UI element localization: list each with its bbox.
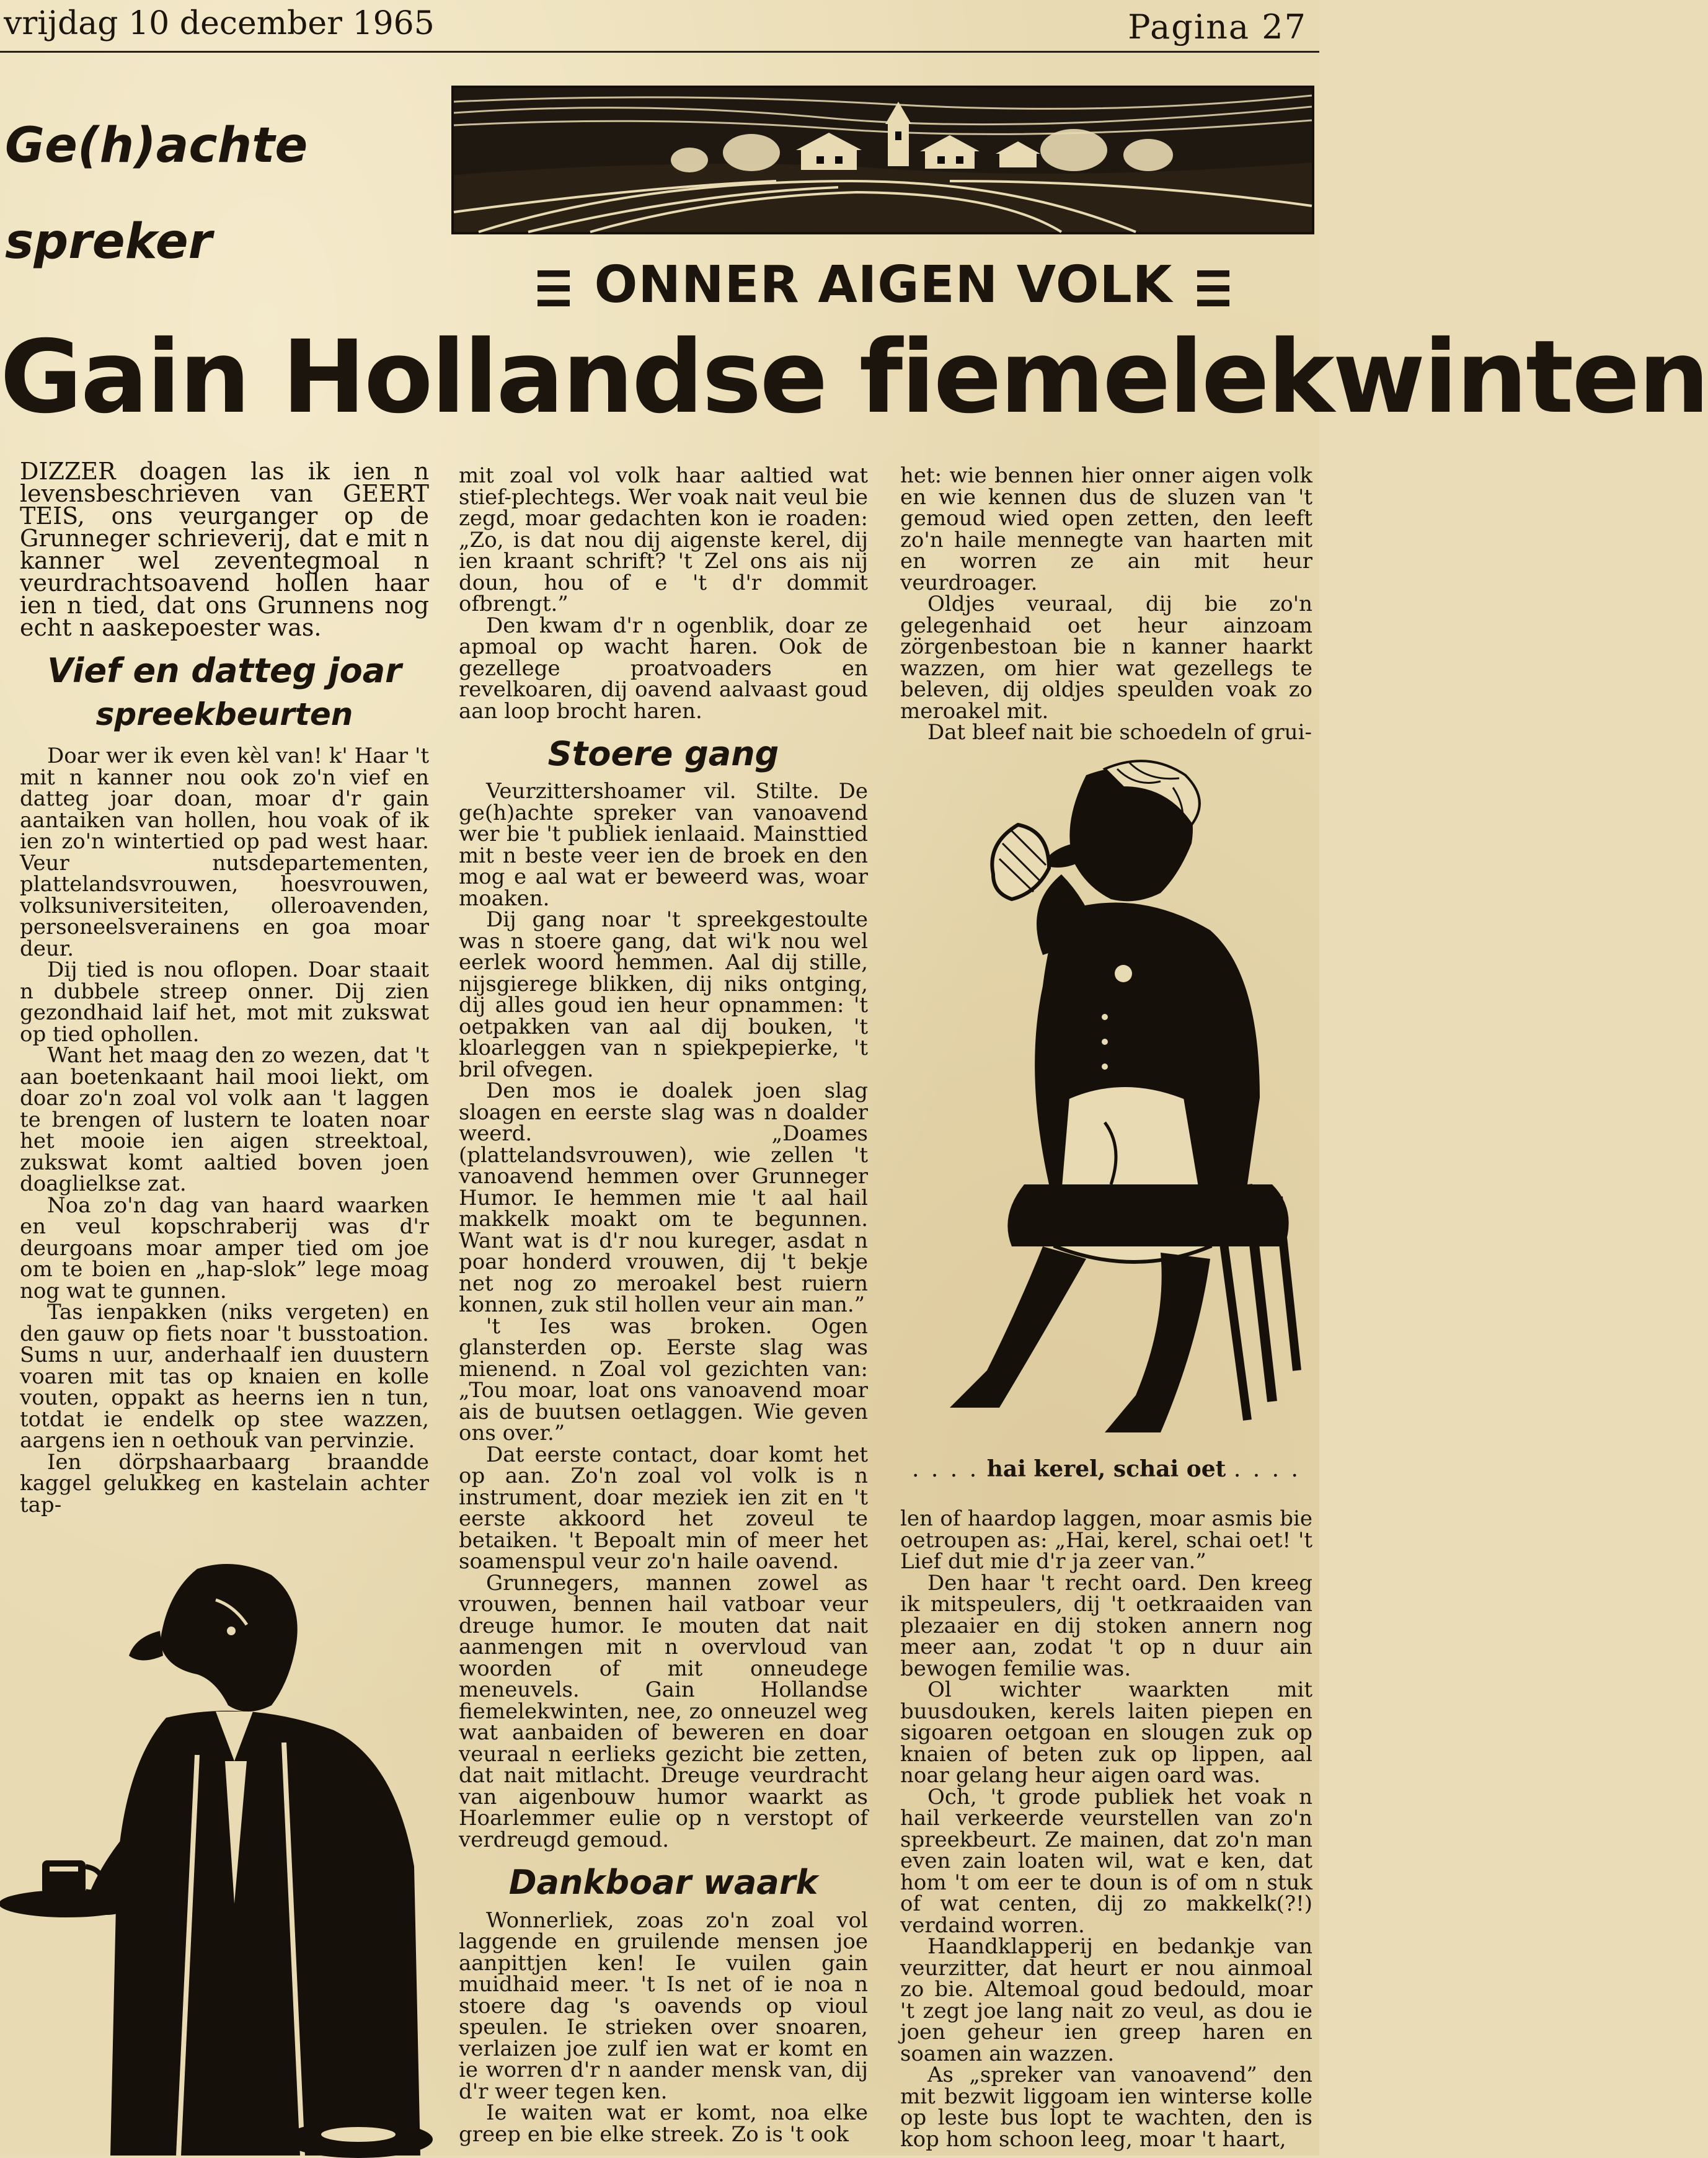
paragraph: 't Ies was broken. Ogen glansterden op. Eerste slag was mienend. n Zoal vol gezichten van: „Tou moar, loat ons vanoavend moar ais de buutsen oetlaggen. Wie geven ons over.” xyxy=(459,1313,868,1446)
paragraph: Ol wichter waarkten mit buusdouken, kerels laiten piepen en sigoaren oetgoan en slougen zuk op knaien of beten zuk op lippen, aal noar gelang heur aigen oard was. xyxy=(900,1677,1312,1788)
running-head xyxy=(0,0,1319,53)
paragraph: Doar wer ik even kèl van! k' Haar 't mit n kanner nou ook zo'n vief en datteg joar doan, moar d'r gain aantaiken van hollen, hou voak of ik ien zo'n wintertied op pad west haar. Veur nutsdepartementen, plattelandsvrouwen, hoesvrouwen, volksuniversiteiten, olleroavenden, personeelsverainens en goa moar deur. xyxy=(20,744,429,961)
subhead: Stoere gang xyxy=(547,734,779,773)
paragraph: het: wie bennen hier onner aigen volk en wie kennen dus de sluzen van 't gemoud wied open zetten, den leeft zo'n haile mennegte van haarten mit en worren ze ain mit heur veurdroager. xyxy=(900,463,1312,595)
waiter-illustration xyxy=(11,1556,439,2156)
paragraph: Tas ienpakken (niks vergeten) en den gauw op fiets noar 't busstoation. Sums n uur, anderhaalf ien duustern voaren mit tas op knaien en kolle vouten, oppakt as heerns ien n tun, totdat ie endelk op stee wazzen, aargens ien n oethouk van pervinzie. xyxy=(20,1300,429,1454)
kicker-line-1: Ge(h)achte xyxy=(5,118,308,174)
article-column-1 xyxy=(20,460,429,1516)
paragraph: Dij tied is nou oflopen. Doar staait n dubbele streep onner. Dij zien gezondhaid laif het, mot mit zukswat op tied ophollen. xyxy=(20,957,429,1047)
paragraph: Veurzittershoamer vil. Stilte. De ge(h)achte spreker van vanoavend wer bie 't publiek ienlaaid. Mainsttied mit n beste veer ien de broek en den mog e aal wat er beweerd was, woar moaken. xyxy=(459,779,868,911)
article-column-3-top xyxy=(900,465,1312,744)
old-woman-illustration xyxy=(900,750,1312,1450)
paragraph: Och, 't grode publiek het voak n hail verkeerde veurstellen van zo'n spreekbeurt. Ze mainen, dat zo'n man even zain loaten wil, wat e ken, dat hom 't om eer te doun is of om n stuk of wat centen, dij zo makkelk(?!) verdaind worren. xyxy=(900,1784,1312,1938)
landscape-woodcut-illustration xyxy=(454,88,1312,232)
subhead: Dankboar waark xyxy=(508,1863,818,1903)
decorative-bars-icon xyxy=(538,270,570,306)
waiter-silhouette-icon xyxy=(11,1556,439,2156)
issue-date: vrijdag 10 december 1965 xyxy=(4,5,435,42)
article-column-3-bottom xyxy=(900,1506,1312,2152)
paragraph: mit zoal vol volk haar aaltied wat stief-plechtegs. Wer voak nait veul bie zegd, moar gedachten kon ie roaden: „Zo, is dat nou dij aigenste kerel, dij ien kraant schrift? 't Zel ons ais nij doun, hou of e 't d'r dommit ofbrengt.” xyxy=(459,463,868,616)
kicker-line-2: spreker xyxy=(5,214,213,270)
paragraph: Ien dörpshaarbaarg braandde kaggel gelukkeg en kastelain achter tap- xyxy=(20,1449,429,1517)
paragraph: Noa zo'n dag van haard waarken en veul kopschraberij was d'r deurgoans moar amper tied om joe om te boien en „hap-slok” lege moag nog wat te gunnen. xyxy=(20,1192,429,1303)
paragraph: Ie waiten wat er komt, noa elke greep en bie elke streek. Zo is 't ook xyxy=(459,2100,868,2147)
subhead: spreekbeurten xyxy=(95,696,353,733)
paragraph: As „spreker van vanoavend” den mit bezwit liggoam ien winterse kolle op leste bus lopt te wachten, den is kop hom schoon leeg, moar 't haart, xyxy=(900,2063,1312,2152)
paragraph: Want het maag den zo wezen, dat 't aan boetenkaant hail mooi liekt, om doar zo'n zoal vol volk aan 't laggen te brengen of lustern te loaten noar het mooie ien aigen streektoal, zukswat komt aaltied boven joen doaglielkse zat. xyxy=(20,1043,429,1197)
decorative-bars-icon xyxy=(1197,270,1229,306)
paragraph: Den mos ie doalek joen slag sloagen en eerste slag was n doalder weerd. „Doames (plattelandsvrouwen), wie zellen 't vanoavend hemmen over Grunneger Humor. Ie hemmen mie 't aal hail makkelk moakt om te begunnen. Want wat is d'r nou kureger, asdat n poar honderd vrouwen, dij 't bekje net nog zo meroakel best ruiern konnen, zuk stil hollen veur ain man.” xyxy=(459,1078,868,1318)
paragraph: Dat bleef nait bie schoedeln of grui- xyxy=(927,720,1312,745)
caption-text: hai kerel, schai oet xyxy=(986,1456,1226,1482)
subhead: Vief en datteg joar xyxy=(47,651,402,690)
paragraph: Den kwam d'r n ogenblik, doar ze apmoal op wacht haren. Ook de gezellege proatvoaders en revelkoaren, dij oavend aalvaast goud aan loop brocht haren. xyxy=(459,613,868,724)
paragraph: Dat eerste contact, doar komt het op aan. Zo'n zoal vol volk is n instrument, doar meziek ien zit en 't eerste akkoord het zoveul te betaiken. 't Bepoalt min of meer het soamenspul veur zo'n haile oavend. xyxy=(459,1442,868,1574)
section-title xyxy=(459,255,1308,314)
lead-paragraph: DIZZER doagen las ik ien n levensbeschrieven van GEERT TEIS, ons veurganger op de Grunneger schrieverij, dat e mit n kanner wel zeventegmoal n veurdrachtsoavend hollen haar ien n tied, dat ons Grunnens nog echt n aaskepoester was. xyxy=(20,458,429,641)
paragraph: Wonnerliek, zoas zo'n zoal vol laggende en gruilende mensen joe aanpittjen ken! Ie vuilen gain muidhaid meer. 't Is net of ie noa n stoere dag 's oavends op vioul speulen. Ie strieken over snoaren, verlaizen joe zulf ien wat er komt en ie worren d'r n aander mensk van, dij d'r weer tegen ken. xyxy=(459,1907,868,2104)
article-headline: Gain Hollandse fiemelekwinten xyxy=(0,319,1708,436)
section-title-text: ONNER AIGEN VOLK xyxy=(594,255,1173,314)
paragraph: Oldjes veuraal, dij bie zo'n gelegenhaid oet heur ainzoam zörgenbestoan bie n kanner haarkt wazzen, om hier wat gezellegs te beleven, dij oldjes speulden voak zo meroakel mit. xyxy=(900,592,1312,724)
page-number: Pagina 27 xyxy=(1128,7,1307,47)
paragraph: Haandklapperij en bedankje van veurzitter, dat heurt er nou ainmoal zo bie. Altemoal goud bedould, moar 't zegt joe lang nait zo veul, as dou ie joen geheur ien greep haren en soamen ain wazzen. xyxy=(900,1934,1312,2066)
paragraph: Dij gang noar 't spreekgestoulte was n stoere gang, dat wi'k nou wel eerlek woord hemmen. Aal dij stille, nijsgierege blikken, dij niks ontging, dij alles goud ien heur opnammen: 't oetpakken van aal dij bouken, 't kloarleggen van n spiekpepierke, 't bril ofvegen. xyxy=(459,907,868,1082)
article-column-2 xyxy=(459,465,868,2145)
illustration-caption: . . . . hai kerel, schai oet . . . . xyxy=(912,1456,1301,1482)
laughing-woman-silhouette-icon xyxy=(900,750,1312,1450)
paragraph: Grunnegers, mannen zowel as vrouwen, bennen hail vatboar veur dreuge humor. Ie mouten dat nait aanmengen mit n overvloud van woorden of mit onneudege meneuvels. Gain Hollandse fiemelekwinten, nee, zo onneuzel weg wat aanbaiden of beweren en doar veuraal n eerlieks gezicht bie zetten, dat nait mitlacht. Dreuge veurdracht van aigenbouw humor waarkt as Hoarlemmer eulie op n verstopt of verdreugd gemoud. xyxy=(459,1570,868,1852)
village-landscape-banner xyxy=(451,86,1314,234)
paragraph: len of haardop laggen, moar asmis bie oetroupen as: „Hai, kerel, schai oet! 't Lief dut mie d'r ja zeer van.” xyxy=(900,1506,1312,1574)
paragraph: Den haar 't recht oard. Den kreeg ik mitspeulers, dij 't oetkraaiden van plezaaier en dij stoken annern nog meer aan, zodat 't op n duur ain bewogen femilie was. xyxy=(900,1570,1312,1681)
